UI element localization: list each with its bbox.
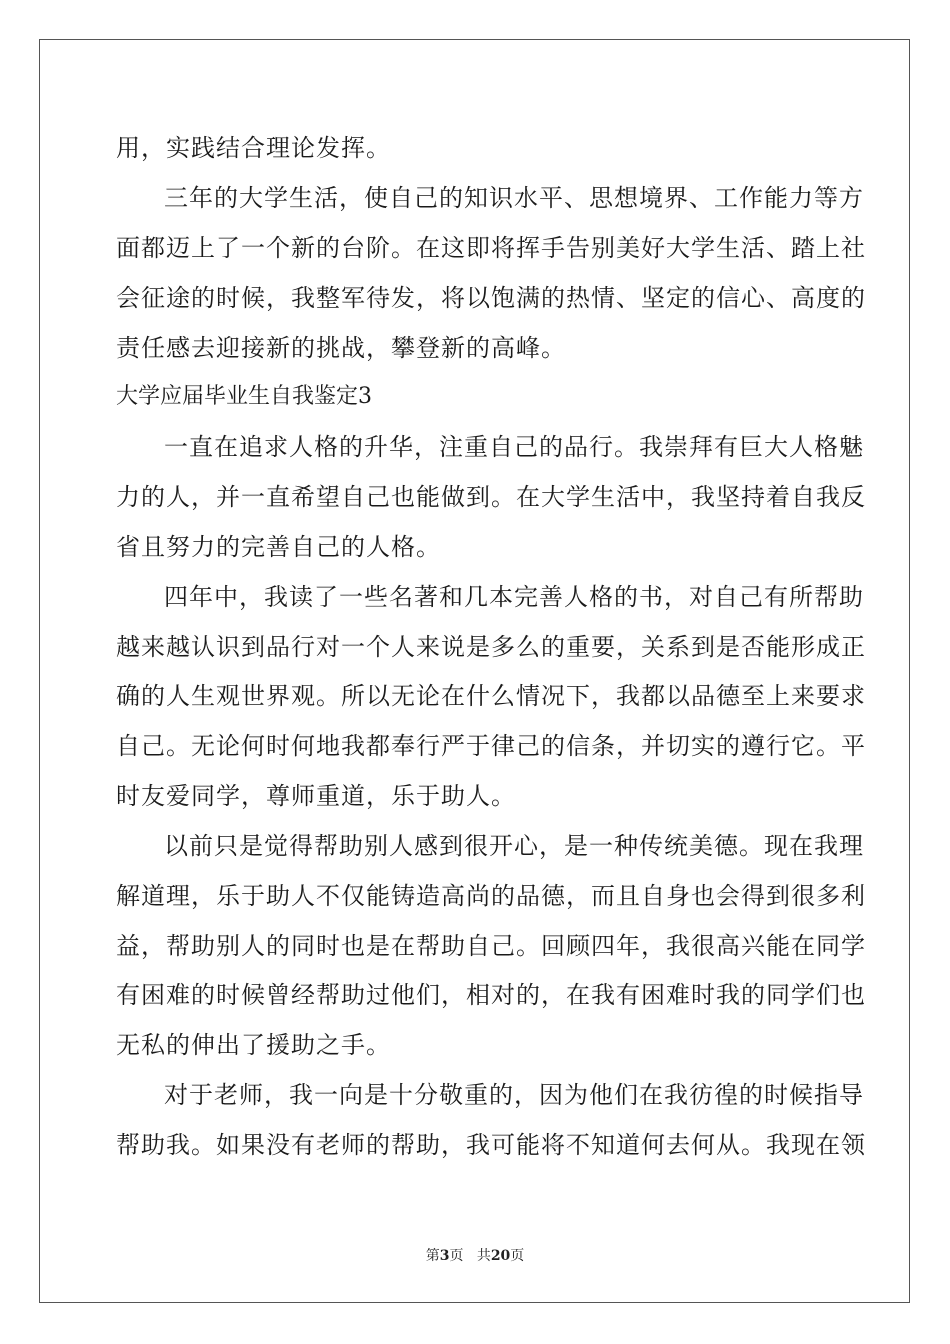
text-line: 时友爱同学，尊师重道，乐于助人。 — [116, 782, 516, 810]
text-line: 帮助我。如果没有老师的帮助，我可能将不知道何去何从。我现在领 — [116, 1131, 866, 1159]
text-line: 四年中，我读了一些名著和几本完善人格的书，对自己有所帮助 — [164, 583, 864, 611]
text-line: 一直在追求人格的升华，注重自己的品行。我崇拜有巨大人格魅 — [164, 433, 864, 461]
page-footer — [0, 1247, 950, 1265]
text-line: 责任感去迎接新的挑战，攀登新的高峰。 — [116, 334, 566, 362]
page-number: 3 — [439, 1248, 450, 1264]
text-line: 对于老师，我一向是十分敬重的，因为他们在我彷徨的时候指导 — [164, 1081, 864, 1109]
total-pages: 20 — [490, 1248, 511, 1264]
text-line: 解道理，乐于助人不仅能铸造高尚的品德，而且自身也会得到很多利 — [116, 882, 866, 910]
total-suffix: 页 — [510, 1248, 525, 1264]
text-line: 越来越认识到品行对一个人来说是多么的重要，关系到是否能形成正 — [116, 633, 866, 661]
section-heading: 大学应届毕业生自我鉴定3 — [116, 384, 372, 409]
text-line: 省且努力的完善自己的人格。 — [116, 533, 441, 561]
text-line: 益，帮助别人的同时也是在帮助自己。回顾四年，我很高兴能在同学 — [116, 932, 866, 960]
text-line: 三年的大学生活，使自己的知识水平、思想境界、工作能力等方 — [164, 184, 864, 212]
text-line: 有困难的时候曾经帮助过他们，相对的，在我有困难时我的同学们也 — [116, 981, 866, 1009]
page-prefix: 第 — [425, 1248, 440, 1264]
text-line: 面都迈上了一个新的台阶。在这即将挥手告别美好大学生活、踏上社 — [116, 234, 866, 262]
text-line: 以前只是觉得帮助别人感到很开心，是一种传统美德。现在我理 — [164, 832, 864, 860]
total-prefix: 共 — [476, 1248, 491, 1264]
text-line: 无私的伸出了援助之手。 — [116, 1031, 391, 1059]
text-line: 用，实践结合理论发挥。 — [116, 134, 391, 162]
text-line: 确的人生观世界观。所以无论在什么情况下，我都以品德至上来要求 — [116, 682, 866, 710]
text-line: 力的人，并一直希望自己也能做到。在大学生活中，我坚持着自我反 — [116, 483, 866, 511]
text-line: 会征途的时候，我整军待发，将以饱满的热情、坚定的信心、高度的 — [116, 284, 866, 312]
text-line: 自己。无论何时何地我都奉行严于律己的信条，并切实的遵行它。平 — [116, 732, 866, 760]
page-border — [39, 39, 910, 1303]
page-suffix: 页 — [449, 1248, 464, 1264]
